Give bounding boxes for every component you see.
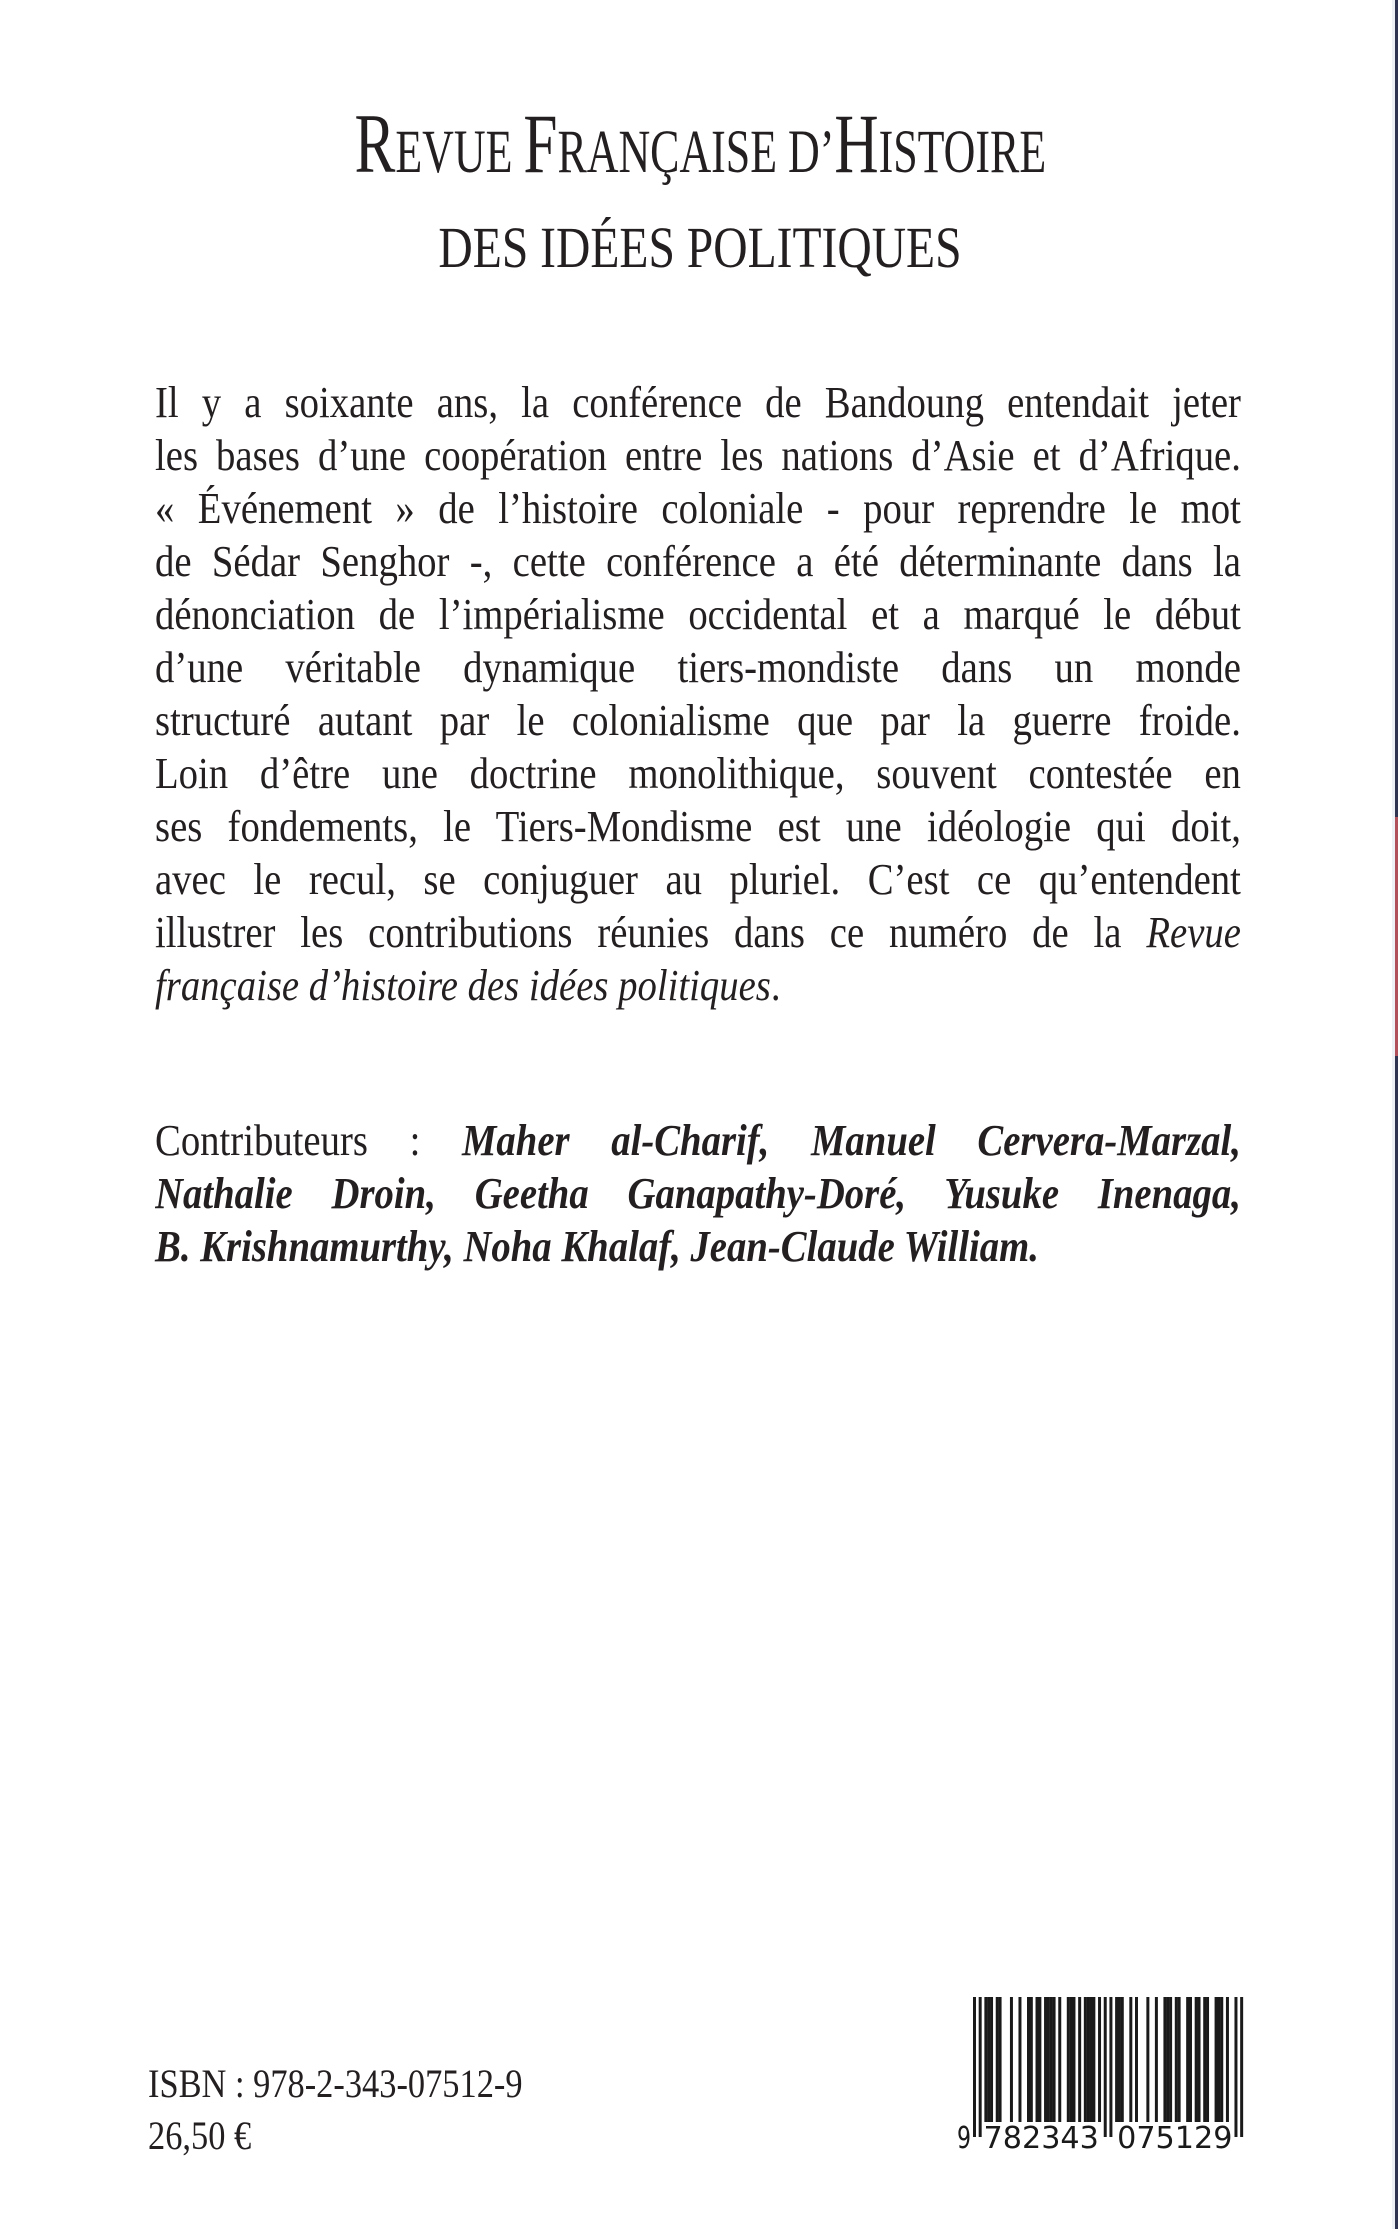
summary-line: dénonciation de l’impérialisme occidental et a marqué le début bbox=[155, 590, 1241, 639]
title-initial-f: F bbox=[523, 97, 558, 191]
summary-line: « Événement » de l’histoire coloniale - pour reprendre le mot bbox=[155, 484, 1241, 533]
ean-barcode bbox=[955, 1997, 1255, 2157]
price-text: 26,50 € bbox=[148, 2113, 252, 2158]
summary-line-end: . bbox=[770, 961, 781, 1010]
summary-line: les bases d’une coopération entre les nations d’Asie et d’Afrique. bbox=[155, 431, 1241, 480]
summary-line: Il y a soixante ans, la conférence de Bandoung entendait jeter bbox=[155, 378, 1241, 427]
title-initial-r: R bbox=[354, 97, 395, 191]
summary-line: structuré autant par le colonialisme que par la guerre froide. bbox=[155, 696, 1241, 745]
contributors-label: Contributeurs : bbox=[155, 1116, 421, 1165]
title-part-istoire: ISTOIRE bbox=[878, 119, 1046, 186]
contributors-line bbox=[155, 1114, 1241, 1167]
journal-name-italic: Revue bbox=[1146, 908, 1241, 957]
svg-text:9: 9 bbox=[957, 2121, 971, 2156]
summary-line: ses fondements, le Tiers-Mondisme est une idéologie qui doit, bbox=[155, 802, 1241, 851]
summary-line bbox=[155, 959, 1241, 1012]
summary-line: avec le recul, se conjuguer au pluriel. C’est ce qu’entendent bbox=[155, 855, 1241, 904]
summary-line-text: illustrer les contributions réunies dans ce numéro de la bbox=[155, 908, 1122, 957]
contributors-line bbox=[155, 1167, 1241, 1220]
summary-line: d’une véritable dynamique tiers-mondiste dans un monde bbox=[155, 643, 1241, 692]
contributors-names: Nathalie Droin, Geetha Ganapathy-Doré, Yusuke Inenaga, bbox=[155, 1169, 1241, 1218]
journal-name-italic: française d’histoire des idées politiques bbox=[155, 961, 771, 1010]
contributors-line bbox=[155, 1220, 1241, 1273]
journal-title bbox=[0, 94, 1400, 194]
title-part-rancaise: RANÇAISE D’ bbox=[557, 119, 835, 186]
title-part-evue: EVUE bbox=[394, 119, 524, 186]
svg-text:782343: 782343 bbox=[983, 2121, 1099, 2156]
subtitle-text: DES IDÉES POLITIQUES bbox=[438, 215, 962, 280]
contributors-names: Maher al-Charif, Manuel Cervera-Marzal, bbox=[461, 1116, 1241, 1165]
isbn-text: ISBN : 978-2-343-07512-9 bbox=[148, 2061, 523, 2106]
contributors-names: B. Krishnamurthy, Noha Khalaf, Jean-Claude William. bbox=[155, 1222, 1039, 1271]
cover-spine-edge-accent bbox=[1395, 817, 1398, 1056]
svg-text:075129: 075129 bbox=[1117, 2121, 1233, 2156]
journal-subtitle bbox=[0, 213, 1400, 283]
summary-line: Loin d’être une doctrine monolithique, souvent contestée en bbox=[155, 749, 1241, 798]
summary-line bbox=[155, 906, 1241, 959]
cover-spine-edge bbox=[1395, 0, 1398, 2229]
title-initial-h: H bbox=[834, 97, 879, 191]
barcode-icon bbox=[955, 1997, 1255, 2157]
summary-line: de Sédar Senghor -, cette conférence a été déterminante dans la bbox=[155, 537, 1241, 586]
